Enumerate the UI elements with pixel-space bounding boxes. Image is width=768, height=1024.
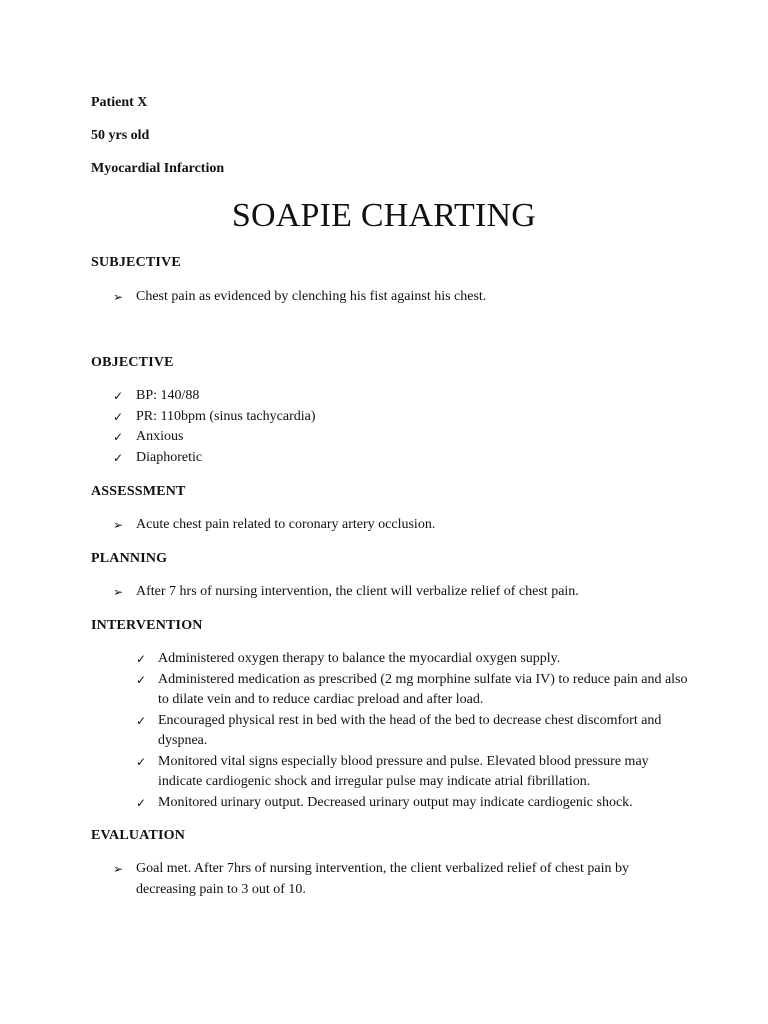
arrowhead-bullet-icon: ➢ <box>113 518 124 532</box>
list-item: Monitored vital signs especially blood pressure and pulse. Elevated blood pressure may indicate cardiogenic shock and irregular pulse may indicate atrial fibrillation. <box>158 753 649 789</box>
list-item: Administered medication as prescribed (2 mg morphine sulfate via IV) to reduce pain and also to dilate vein and to reduce cardiac preload and after load. <box>158 671 688 707</box>
planning-heading: PLANNING <box>91 551 168 566</box>
list-item: BP: 140/88 <box>136 388 200 403</box>
arrowhead-bullet-icon: ➢ <box>113 290 124 304</box>
subjective-heading: SUBJECTIVE <box>91 255 181 270</box>
checkmark-bullet-icon: ✓ <box>136 795 147 810</box>
list-item: Diaphoretic <box>136 449 203 465</box>
list-item: Anxious <box>136 429 184 444</box>
list-item: Administered oxygen therapy to balance the myocardial oxygen supply. <box>158 651 561 666</box>
checkmark-bullet-icon: ✓ <box>136 672 147 687</box>
checkmark-bullet-icon: ✓ <box>136 652 147 666</box>
checkmark-bullet-icon: ✓ <box>113 430 124 444</box>
list-item: Goal met. After 7hrs of nursing intervention, the client verbalized relief of chest pain by decreasing pain to 3 out of 10. <box>136 861 629 897</box>
list-item: PR: 110bpm (sinus tachycardia) <box>136 408 316 424</box>
checkmark-bullet-icon: ✓ <box>136 713 147 728</box>
list-item: Chest pain as evidenced by clenching his fist against his chest. <box>136 289 487 304</box>
patient-name: Patient X <box>91 95 148 110</box>
intervention-heading: INTERVENTION <box>91 618 203 633</box>
objective-heading: OBJECTIVE <box>91 355 174 370</box>
assessment-heading: ASSESSMENT <box>91 484 186 499</box>
checkmark-bullet-icon: ✓ <box>113 450 124 465</box>
list-item: After 7 hrs of nursing intervention, the client will verbalize relief of chest pain. <box>136 584 579 599</box>
document-title: SOAPIE CHARTING <box>231 197 537 234</box>
checkmark-bullet-icon: ✓ <box>113 389 124 403</box>
patient-age: 50 yrs old <box>91 128 150 143</box>
arrowhead-bullet-icon: ➢ <box>113 862 124 876</box>
list-item: Monitored urinary output. Decreased urinary output may indicate cardiogenic shock. <box>158 794 633 810</box>
list-item: Encouraged physical rest in bed with the head of the bed to decrease chest discomfort and dyspnea. <box>158 712 662 748</box>
arrowhead-bullet-icon: ➢ <box>113 585 124 599</box>
list-item: Acute chest pain related to coronary artery occlusion. <box>136 517 436 532</box>
evaluation-heading: EVALUATION <box>91 828 186 843</box>
checkmark-bullet-icon: ✓ <box>113 409 124 424</box>
patient-diagnosis: Myocardial Infarction <box>91 161 225 176</box>
checkmark-bullet-icon: ✓ <box>136 754 147 769</box>
